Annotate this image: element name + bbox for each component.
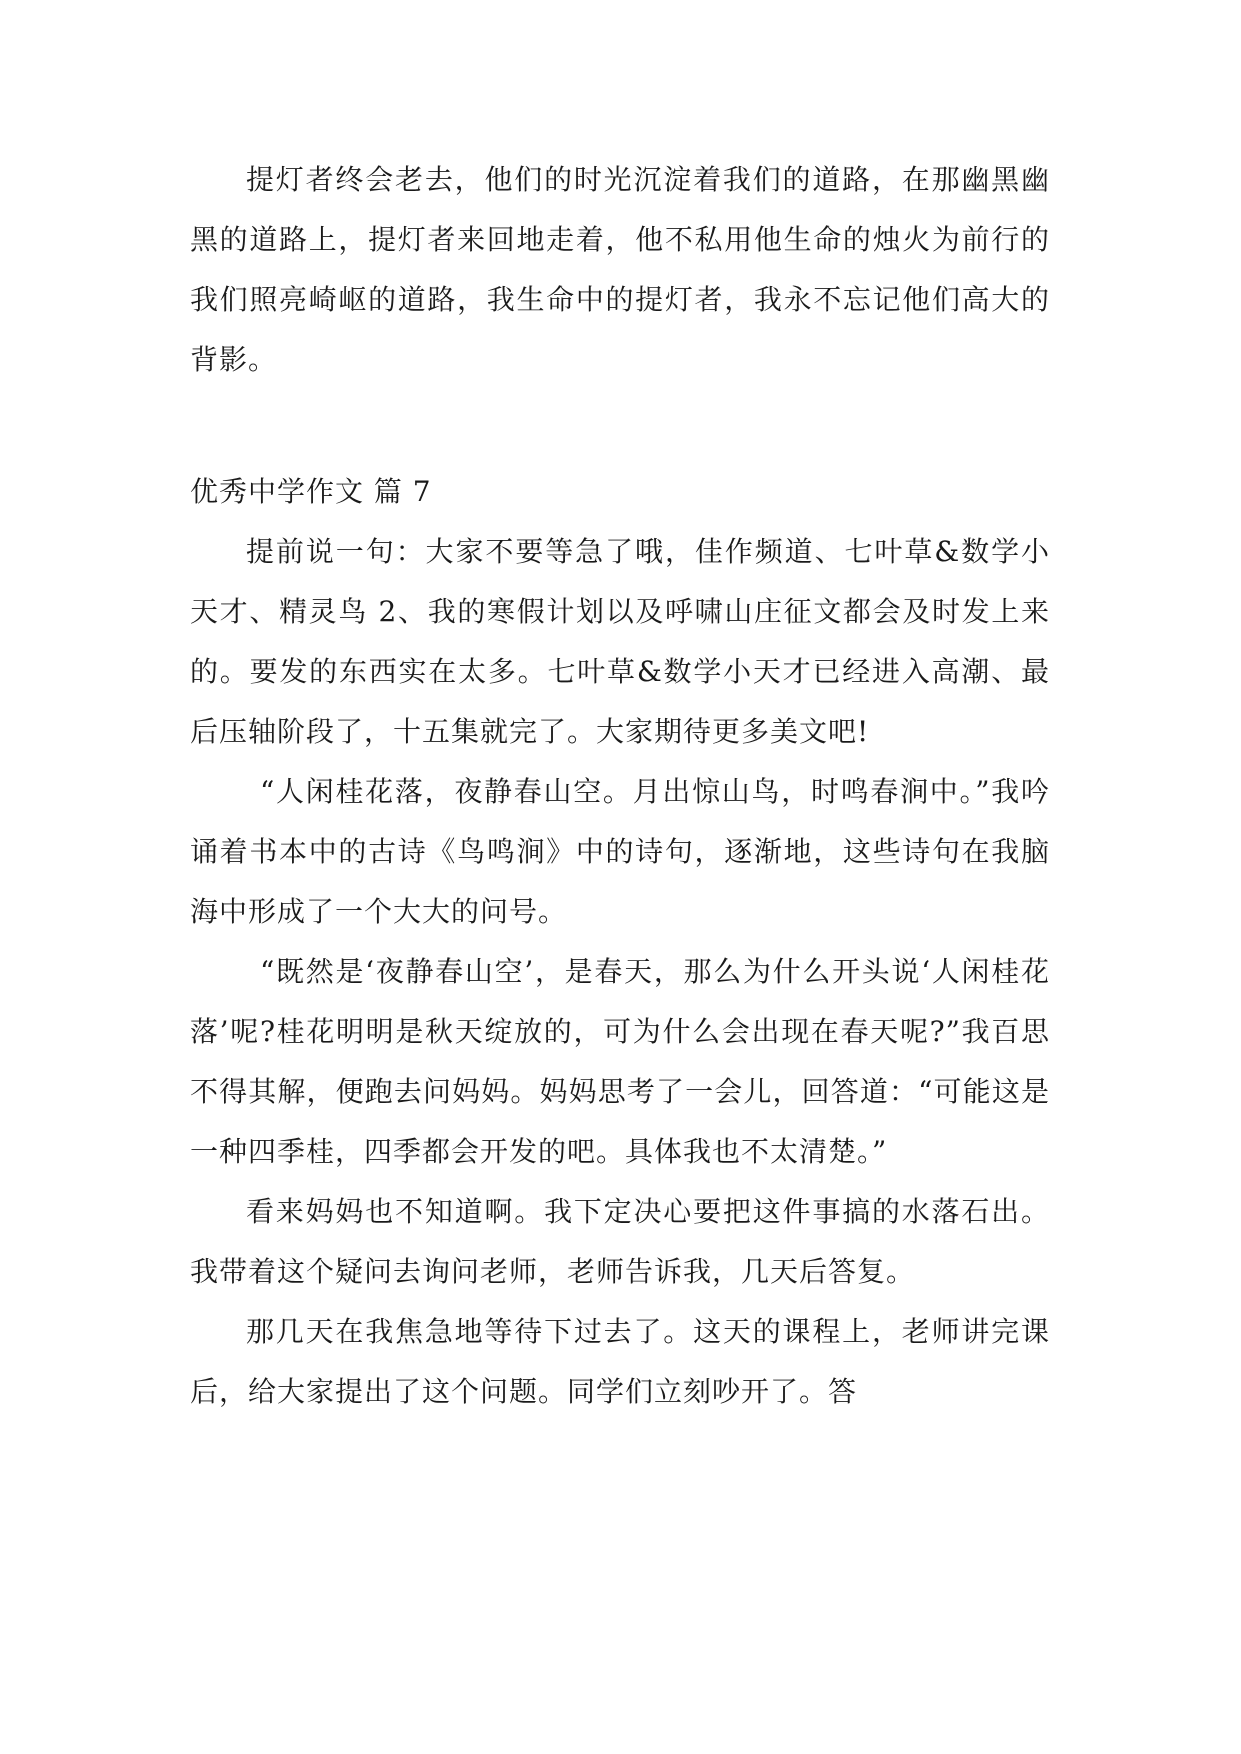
paragraph-waiting: 那几天在我焦急地等待下过去了。这天的课程上，老师讲完课后，给大家提出了这个问题。同学们立刻吵开了。答 (190, 1315, 1050, 1408)
paragraph-announcement: 提前说一句：大家不要等急了哦，佳作频道、七叶草&数学小天才、精灵鸟 2、我的寒假计划以及呼啸山庄征文都会及时发上来的。要发的东西实在太多。七叶草&数学小天才已经进入高潮、最后压轴阶段了，十五集就完了。大家期待更多美文吧! (190, 535, 1050, 748)
paragraph-poem-quote: “人闲桂花落，夜静春山空。月出惊山鸟，时鸣春涧中。”我吟诵着书本中的古诗《鸟鸣涧》中的诗句，逐渐地，这些诗句在我脑海中形成了一个大大的问号。 (190, 775, 1050, 928)
paragraph-lantern-bearer: 提灯者终会老去，他们的时光沉淀着我们的道路，在那幽黑幽黑的道路上，提灯者来回地走着，他不私用他生命的烛火为前行的我们照亮崎岖的道路，我生命中的提灯者，我永不忘记他们高大的背影。 (190, 163, 1050, 376)
section-spacer (190, 390, 1050, 462)
paragraph-ask-teacher: 看来妈妈也不知道啊。我下定决心要把这件事搞的水落石出。我带着这个疑问去询问老师，老师告诉我，几天后答复。 (190, 1195, 1050, 1288)
paragraph-question: “既然是‘夜静春山空’，是春天，那么为什么开头说‘人闲桂花落’呢?桂花明明是秋天绽放的，可为什么会出现在春天呢?”我百思不得其解，便跑去问妈妈。妈妈思考了一会儿，回答道：“可能这是一种四季桂，四季都会开发的吧。具体我也不太清楚。” (190, 955, 1050, 1168)
section-heading: 优秀中学作文 篇 7 (190, 475, 432, 508)
document-page (190, 150, 1050, 1422)
